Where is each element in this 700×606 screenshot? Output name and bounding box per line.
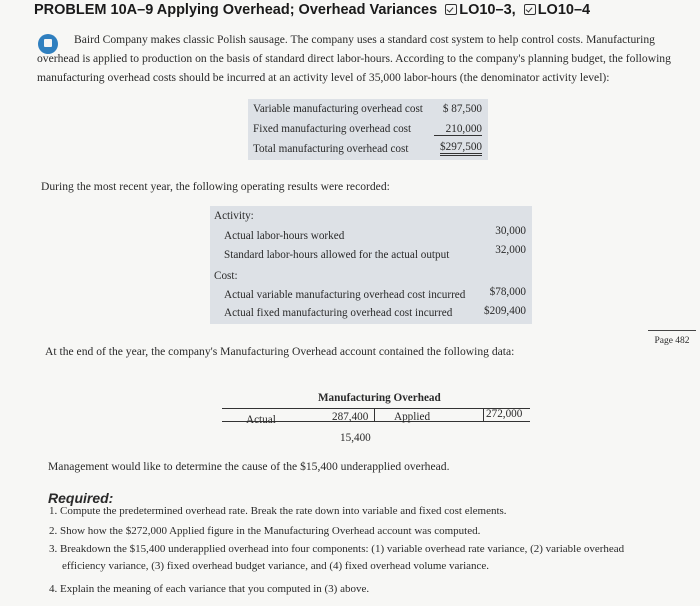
page-reference bbox=[648, 330, 696, 346]
budget-table bbox=[248, 99, 488, 160]
required-item-3-continued: efficiency variance, (3) fixed overhead budget variance, and (4) fixed overhead volume variance. bbox=[62, 560, 490, 572]
required-heading: Required: bbox=[48, 490, 114, 506]
required-item-2: 2. Show how the $272,000 Applied figure in the Manufacturing Overhead account was computed. bbox=[49, 525, 481, 537]
cost-heading: Cost: bbox=[214, 270, 238, 282]
intro-line-1: Baird Company makes classic Polish sausage. The company uses a standard cost system to help control costs. Manufacturing bbox=[74, 33, 655, 46]
budget-label-total: Total manufacturing overhead cost bbox=[253, 143, 409, 155]
t-account-title: Manufacturing Overhead bbox=[318, 392, 441, 404]
actual-hours-value: 30,000 bbox=[495, 225, 526, 237]
actual-fixed-label: Actual fixed manufacturing overhead cost incurred bbox=[224, 307, 453, 319]
problem-title bbox=[34, 2, 590, 18]
results-intro: During the most recent year, the following operating results were recorded: bbox=[41, 180, 390, 193]
page-reference-text: Page 482 bbox=[654, 336, 690, 346]
actual-variable-label: Actual variable manufacturing overhead cost incurred bbox=[224, 289, 466, 301]
t-account-balance: 15,400 bbox=[340, 432, 371, 444]
account-intro: At the end of the year, the company's Manufacturing Overhead account contained the following data: bbox=[45, 345, 515, 358]
t-account-right-divider bbox=[483, 408, 484, 421]
required-item-4: 4. Explain the meaning of each variance that you computed in (3) above. bbox=[49, 583, 370, 595]
actual-fixed-value: $209,400 bbox=[484, 305, 526, 317]
t-account-debit-value: 287,400 bbox=[332, 411, 369, 423]
budget-label-fixed: Fixed manufacturing overhead cost bbox=[253, 123, 412, 135]
required-item-3: 3. Breakdown the $15,400 underapplied overhead into four components: (1) variable overhead rate variance, (2) variable overhead bbox=[49, 543, 625, 555]
budget-value-total: $297,500 bbox=[440, 141, 482, 156]
learning-objective-icon bbox=[445, 4, 457, 15]
learning-objective-icon bbox=[524, 4, 536, 15]
management-text: Management would like to determine the cause of the $15,400 underapplied overhead. bbox=[48, 460, 450, 473]
standard-hours-value: 32,000 bbox=[495, 244, 526, 256]
actual-variable-value: $78,000 bbox=[489, 286, 526, 298]
intro-line-3: manufacturing overhead costs should be incurred at an activity level of 35,000 labor-hours (the denominator activity level): bbox=[37, 71, 610, 84]
results-table bbox=[210, 206, 532, 324]
t-account-credit-label: Applied bbox=[394, 411, 431, 423]
lo-tag-1: LO10–3, bbox=[459, 2, 516, 18]
t-account-credit-value: 272,000 bbox=[486, 408, 523, 420]
required-item-1: 1. Compute the predetermined overhead rate. Break the rate down into variable and fixed cost elements. bbox=[49, 505, 507, 517]
budget-value-variable: $ 87,500 bbox=[442, 103, 482, 115]
intro-line-2: overhead is applied to production on the basis of standard direct labor-hours. According to the company's planning budget, the following bbox=[37, 52, 671, 65]
lo-tag-2: LO10–4 bbox=[537, 2, 591, 18]
standard-hours-label: Standard labor-hours allowed for the actual output bbox=[224, 249, 450, 261]
activity-heading: Activity: bbox=[214, 210, 254, 222]
manufacturing-overhead-t-account bbox=[222, 390, 530, 452]
actual-hours-label: Actual labor-hours worked bbox=[224, 230, 345, 242]
t-account-debit-label: Actual bbox=[246, 414, 276, 426]
t-account-divider bbox=[374, 408, 375, 421]
problem-title-text: PROBLEM 10A–9 Applying Overhead; Overhead Variances bbox=[34, 2, 438, 18]
budget-label-variable: Variable manufacturing overhead cost bbox=[253, 103, 423, 115]
budget-value-fixed: 210,000 bbox=[434, 123, 482, 136]
